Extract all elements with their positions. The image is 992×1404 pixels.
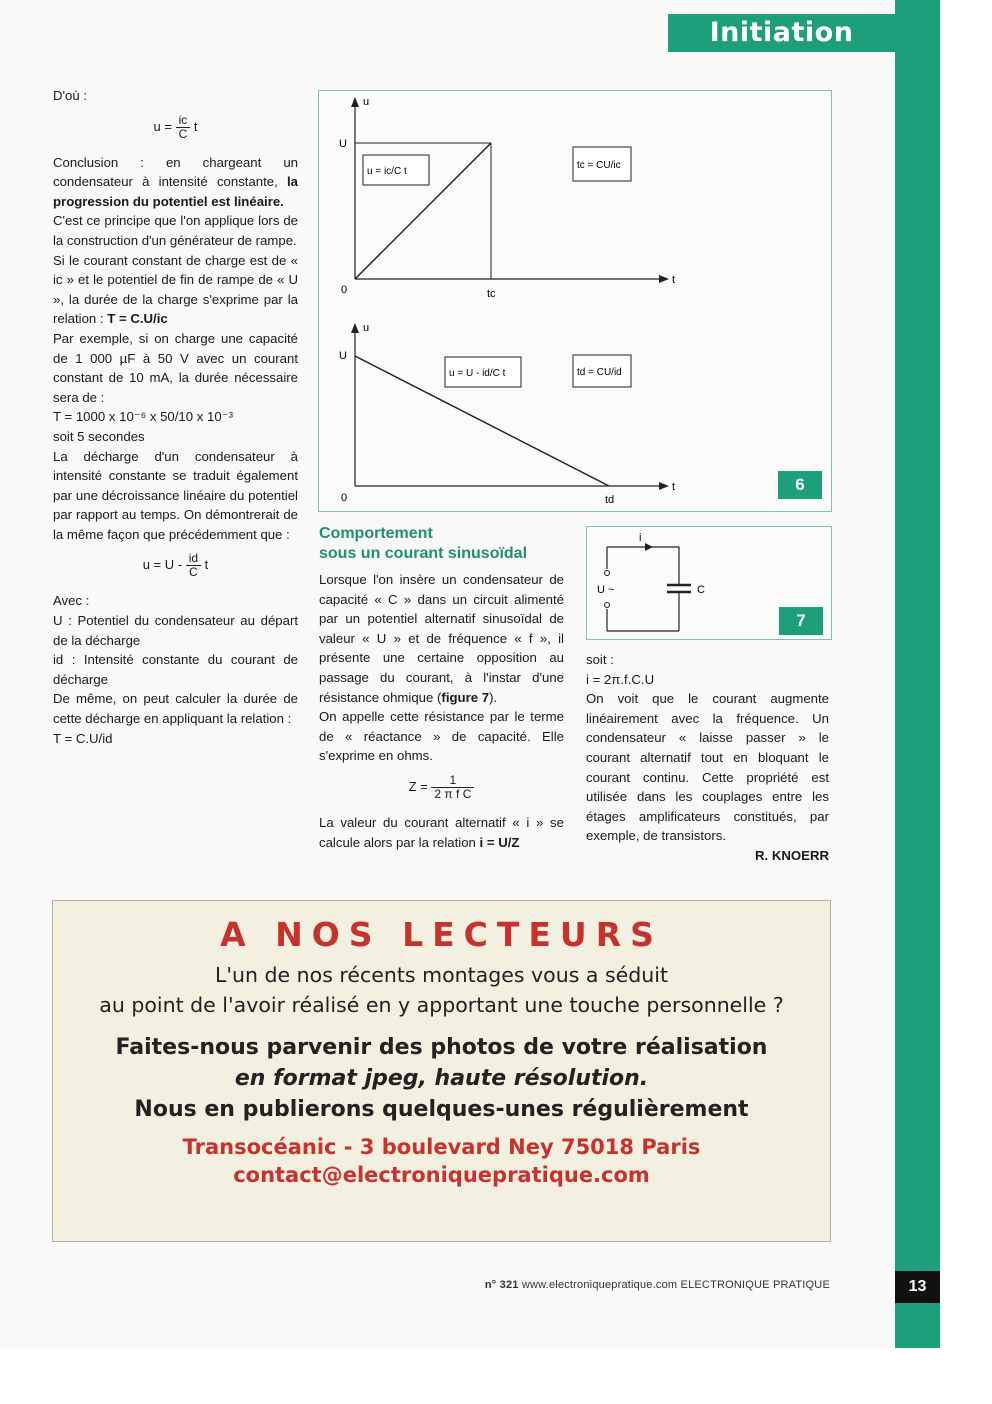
middle-column	[319, 570, 564, 852]
arrow-icon	[659, 275, 669, 283]
label-i: i	[639, 532, 642, 544]
notice-line: au point de l'avoir réalisé en y apportant une touche personnelle ?	[99, 993, 784, 1017]
paragraph	[319, 570, 564, 707]
label-C: C	[697, 584, 705, 596]
fraction	[186, 552, 201, 579]
notice-email-link[interactable]: contact@electroniquepratique.com	[233, 1163, 650, 1187]
formula-rhs: t	[204, 557, 209, 573]
label-tc: tc	[487, 288, 496, 300]
paragraph: On voit que le courant augmente linéairement avec la fréquence. Un condensateur « laisse passer » le courant alternatif tout en bloquant le courant continu. Cette propriété est utilisée dans les couplages entre les étages amplificateurs constitués, par exemple, de transistors.	[586, 691, 829, 844]
section-tag: Initiation	[668, 14, 895, 52]
formula-charge	[53, 114, 298, 141]
axis-label-u: u	[363, 322, 370, 334]
paragraph: De même, on peut calculer la durée de cette décharge en appliquant la relation :	[53, 691, 298, 727]
paragraph: T = C.U/id	[53, 730, 113, 746]
text: ).	[489, 689, 498, 705]
arrow-icon	[659, 482, 669, 490]
fraction-numerator: 1	[431, 774, 474, 788]
subhead-line: Comportement	[319, 525, 433, 542]
arrow-icon	[351, 323, 359, 333]
terminal	[605, 571, 610, 576]
text: Lorsque l'on insère un condensateur de capacité « C » dans un circuit alimenté par un potentiel alternatif sinusoïdal de valeur « U » et de fréquence « f », il présente une certaine opposition au passage du courant, à l'instar d'une résistance ohmique (	[319, 572, 564, 705]
paragraph: i = 2π.f.C.U	[586, 671, 655, 687]
right-column	[586, 650, 829, 866]
paragraph: id : Intensité constante du courant de décharge	[53, 652, 298, 687]
formula-rhs: t	[193, 118, 198, 134]
green-side-bar	[895, 0, 940, 1348]
arrow-icon	[645, 543, 653, 551]
figure-6-diagram	[319, 91, 831, 511]
notice-address: Transocéanic - 3 boulevard Ney 75018 Paris	[182, 1135, 701, 1159]
fraction-numerator: id	[186, 552, 201, 566]
formula-box-text: u = ic/C t	[367, 166, 407, 177]
fraction-denominator: C	[178, 126, 188, 141]
formula-lhs: Z =	[408, 778, 428, 794]
label-U: U	[339, 138, 347, 150]
readers-notice	[52, 900, 831, 1242]
paragraph	[319, 813, 564, 852]
paragraph: U : Potentiel du condensateur au départ de la décharge	[53, 613, 298, 648]
paragraph: soit 5 secondes	[53, 428, 145, 444]
paragraph: On appelle cette résistance par le terme de « réactance » de capacité. Elle s'exprime en ohms.	[319, 709, 564, 764]
arrow-icon	[351, 97, 359, 107]
notice-line: Faites-nous parvenir des photos de votre réalisation	[115, 1035, 768, 1060]
fraction-denominator: 2 π f C	[434, 786, 472, 801]
axis-label-t: t	[672, 481, 676, 493]
figure-reference: figure 7	[441, 689, 490, 705]
paragraph	[53, 153, 298, 212]
paragraph: soit :	[586, 652, 614, 667]
paragraph: Par exemple, si on charge une capacité de 1 000 µF à 50 V avec un courant constant de 10 mA, la durée nécessaire sera de :	[53, 330, 298, 405]
left-column	[53, 86, 298, 748]
axis-label-t: t	[672, 274, 676, 286]
issue-number: n° 321	[484, 1279, 519, 1291]
fraction-denominator: C	[189, 565, 198, 580]
label-source: U ~	[597, 584, 615, 596]
label-origin: 0	[341, 284, 348, 296]
figure-number-badge: 6	[778, 471, 822, 499]
subhead-line: sous un courant sinusoïdal	[319, 545, 528, 562]
author-signature: R. KNOERR	[755, 847, 829, 863]
formula-box-text: td = CU/id	[577, 367, 622, 378]
notice-line: L'un de nos récents montages vous a séduit	[214, 963, 669, 987]
formula-lhs: u = U -	[142, 557, 183, 573]
website-link[interactable]: www.electroniquepratique.com	[521, 1279, 678, 1291]
figure-6	[318, 90, 832, 512]
magazine-name: ELECTRONIQUE PRATIQUE	[680, 1279, 830, 1291]
axis-label-u: u	[363, 96, 370, 108]
paragraph: Avec :	[53, 593, 90, 609]
paragraph: D'où :	[53, 88, 88, 103]
paragraph	[53, 251, 298, 329]
figure-7	[586, 526, 832, 640]
text: La valeur du courant alternatif « i » se calcule alors par la relation	[319, 814, 564, 850]
text: Si le courant constant de charge est de « ic » et le potentiel de fin de rampe de « U », la durée de la charge s'exprime par la relation :	[53, 252, 298, 327]
formula-box-text: u = U - id/C t	[449, 368, 506, 379]
figure-number-badge: 7	[779, 607, 823, 635]
fraction-numerator: ic	[176, 114, 191, 128]
fraction	[431, 774, 474, 801]
text: Conclusion : en chargeant un condensateur à intensité constante,	[53, 154, 298, 190]
paragraph: T = 1000 x 10⁻⁶ x 50/10 x 10⁻³	[53, 409, 234, 425]
notice-line: Nous en publierons quelques-unes régulièrement	[134, 1097, 749, 1122]
bold-text: la progression du potentiel est linéaire.	[53, 174, 298, 209]
bold-text: T = C.U/ic	[107, 311, 168, 327]
formula-lhs: u =	[153, 118, 172, 134]
label-U: U	[339, 350, 347, 362]
bold-text: i = U/Z	[479, 834, 520, 850]
notice-line: en format jpeg, haute résolution.	[234, 1066, 649, 1091]
page-footer	[404, 1279, 830, 1291]
formula-discharge	[53, 552, 298, 579]
label-td: td	[605, 494, 615, 506]
notice-title: A NOS LECTEURS	[220, 915, 663, 954]
section-subhead	[319, 524, 569, 564]
terminal	[605, 603, 610, 608]
paragraph: C'est ce principe que l'on applique lors de la construction d'un générateur de rampe.	[53, 213, 298, 248]
formula-reactance	[319, 774, 564, 801]
label-origin: 0	[341, 492, 348, 504]
page-number: 13	[895, 1271, 940, 1303]
paragraph: La décharge d'un condensateur à intensité constante se traduit également par une décroissance linéaire du potentiel par rapport au temps. On démontrerait de la même façon que précédemment que :	[53, 448, 298, 542]
fraction	[176, 114, 191, 141]
formula-box-text: tc = CU/ic	[577, 160, 621, 171]
